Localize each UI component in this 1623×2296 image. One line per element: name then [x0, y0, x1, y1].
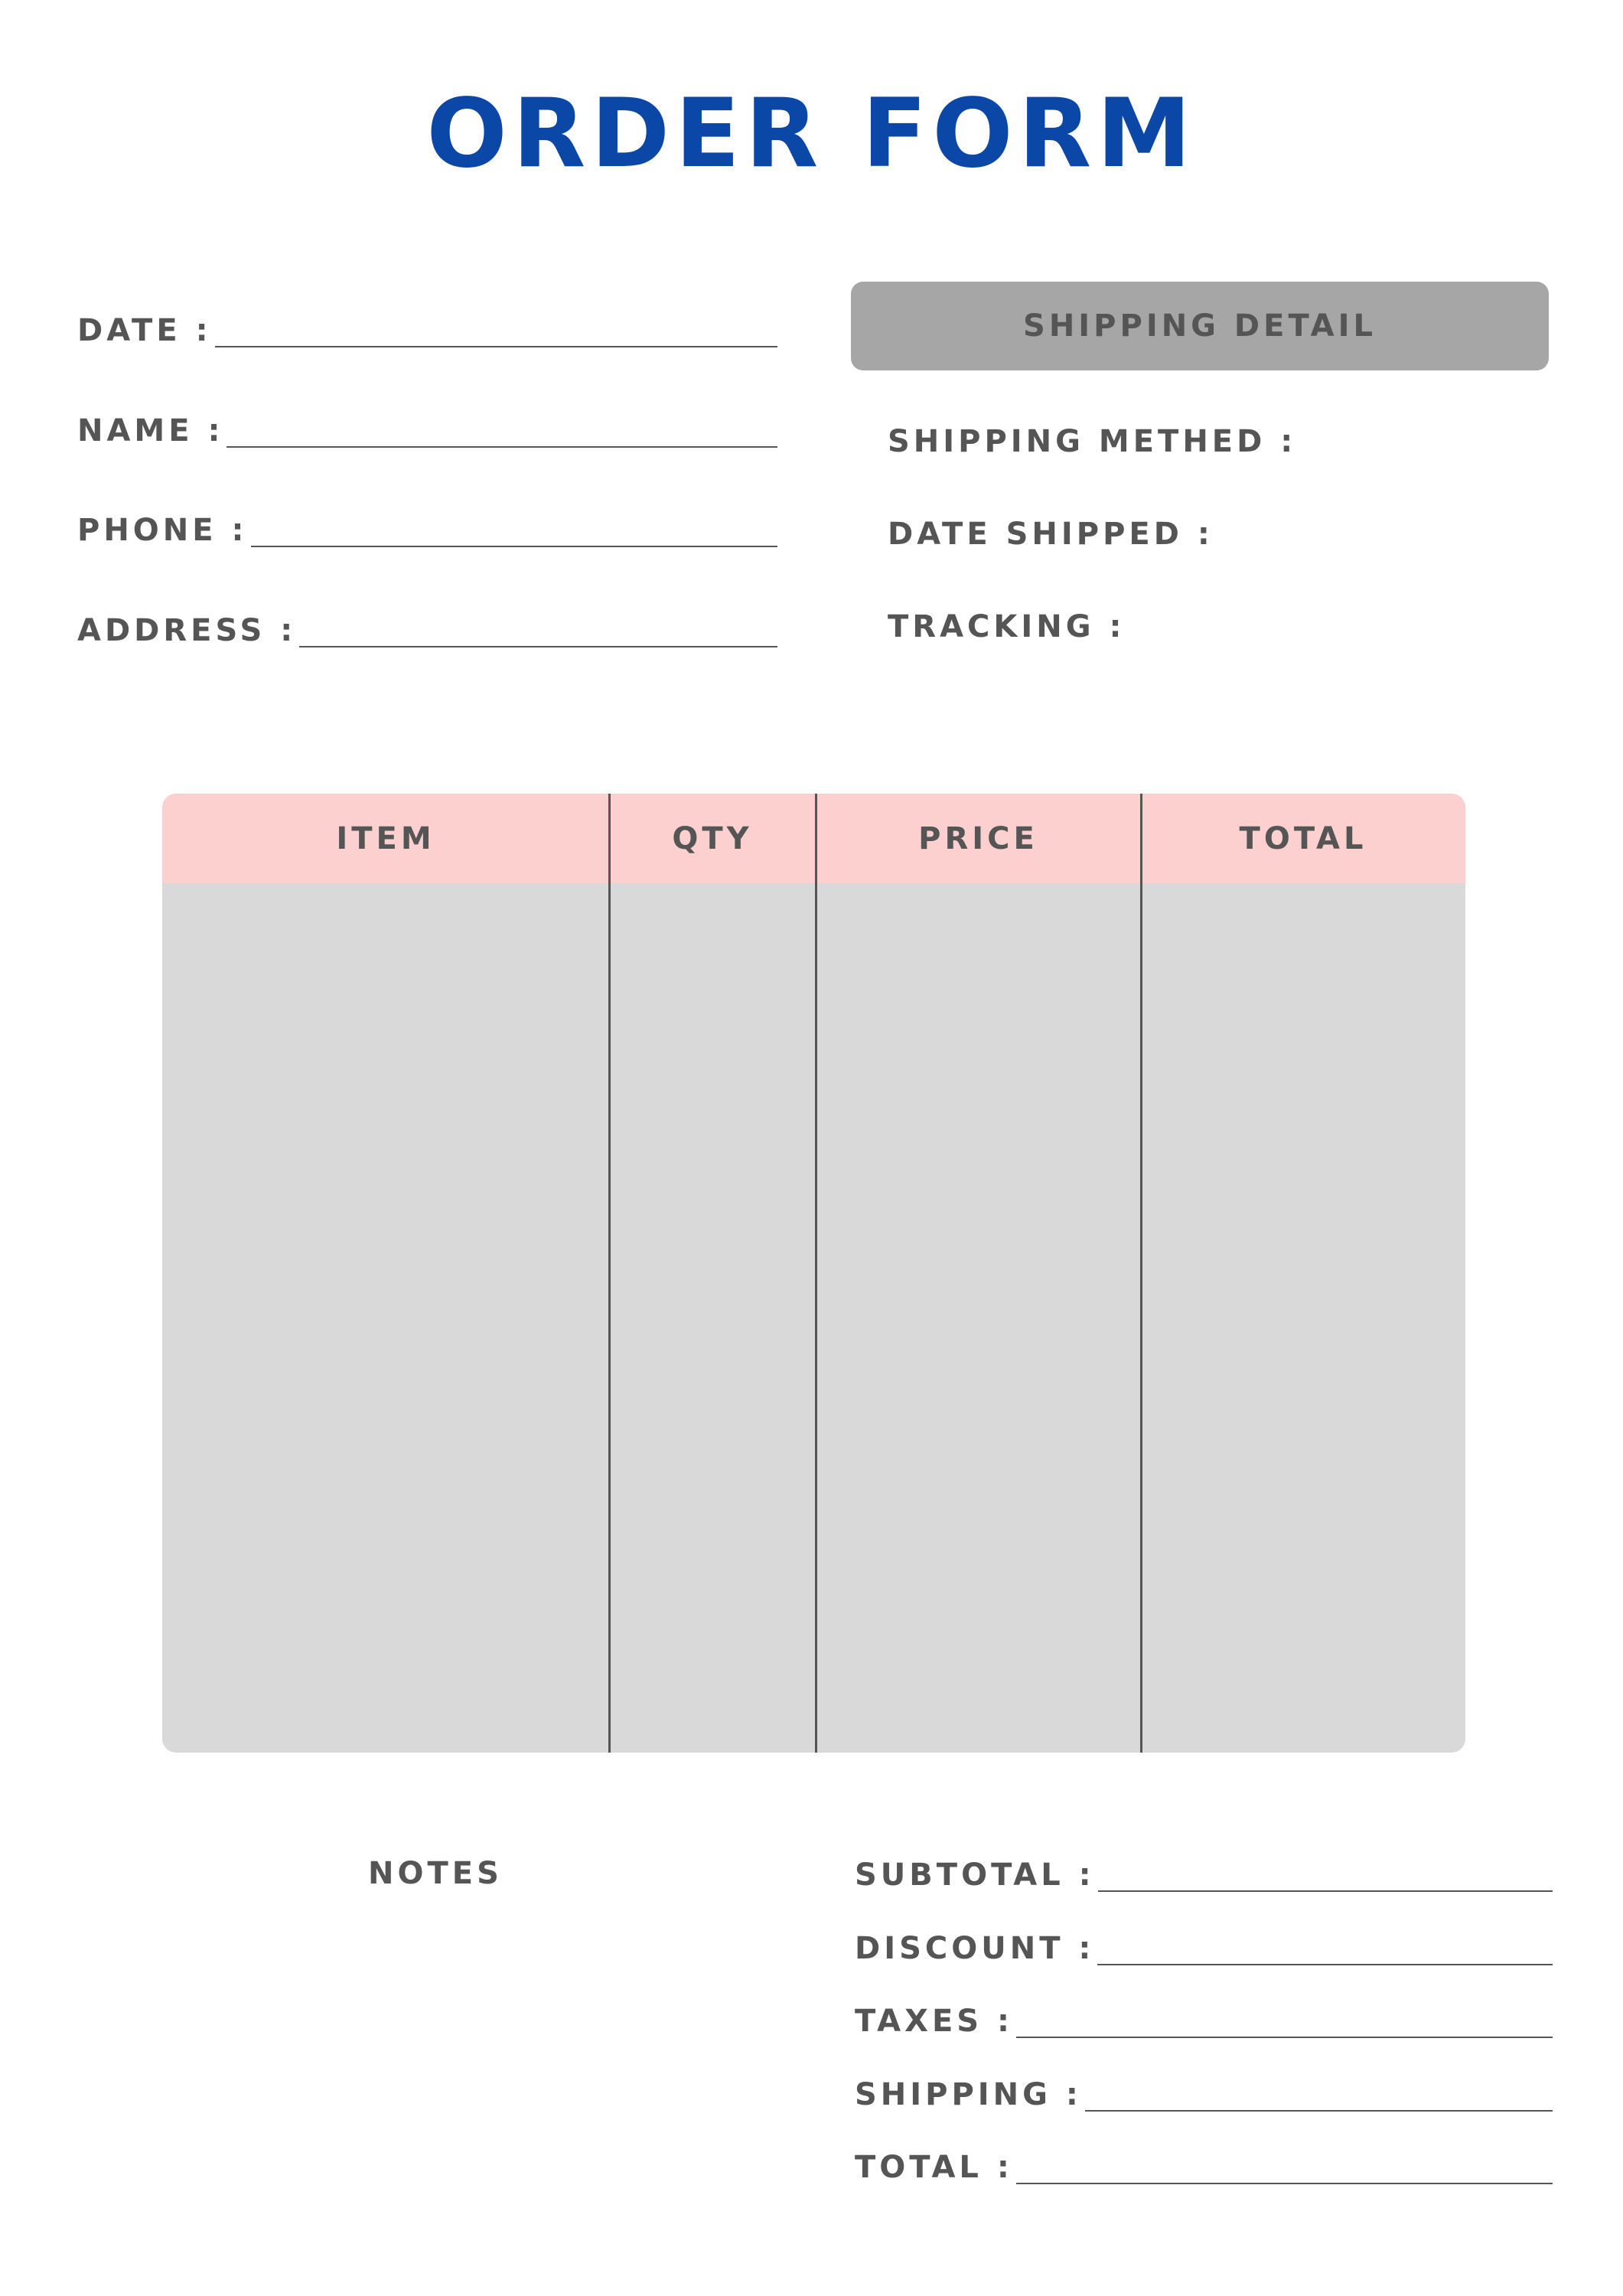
- shipping-cost-input-line[interactable]: [1085, 2110, 1553, 2112]
- column-header-total: TOTAL: [1239, 820, 1367, 856]
- shipping-method-label: SHIPPING METHED :: [888, 424, 1297, 459]
- total-input-line[interactable]: [1016, 2183, 1553, 2184]
- date-label: DATE :: [77, 313, 212, 348]
- order-items-table[interactable]: [162, 794, 1465, 1753]
- column-divider: [815, 794, 817, 1753]
- column-header-item: ITEM: [336, 820, 435, 856]
- column-divider: [608, 794, 611, 1753]
- taxes-field[interactable]: [855, 1994, 1553, 2040]
- taxes-label: TAXES :: [855, 2004, 1014, 2039]
- phone-input-line[interactable]: [251, 546, 777, 547]
- taxes-input-line[interactable]: [1016, 2037, 1553, 2038]
- column-header-qty: QTY: [672, 820, 753, 856]
- name-label: NAME :: [77, 413, 224, 448]
- shipping-detail-header: [851, 282, 1549, 370]
- total-label: TOTAL :: [855, 2150, 1013, 2185]
- date-input-line[interactable]: [215, 346, 777, 347]
- total-field[interactable]: [855, 2140, 1553, 2186]
- discount-field[interactable]: [855, 1921, 1553, 1967]
- name-field[interactable]: [77, 403, 777, 449]
- page-title: ORDER FORM: [426, 79, 1197, 189]
- shipping-cost-field[interactable]: [855, 2067, 1553, 2113]
- subtotal-label: SUBTOTAL :: [855, 1857, 1095, 1893]
- address-field[interactable]: [77, 603, 777, 649]
- phone-field[interactable]: [77, 503, 777, 549]
- address-label: ADDRESS :: [77, 613, 297, 648]
- tracking-label: TRACKING :: [888, 609, 1126, 644]
- notes-label: NOTES: [368, 1856, 503, 1891]
- date-shipped-label: DATE SHIPPED :: [888, 517, 1214, 552]
- discount-input-line[interactable]: [1097, 1964, 1553, 1965]
- subtotal-input-line[interactable]: [1098, 1890, 1553, 1892]
- shipping-cost-label: SHIPPING :: [855, 2077, 1082, 2112]
- address-input-line[interactable]: [299, 646, 777, 647]
- phone-label: PHONE :: [77, 513, 248, 548]
- subtotal-field[interactable]: [855, 1848, 1553, 1893]
- date-field[interactable]: [77, 303, 777, 349]
- discount-label: DISCOUNT :: [855, 1931, 1095, 1966]
- column-header-price: PRICE: [918, 820, 1038, 856]
- name-input-line[interactable]: [227, 446, 777, 448]
- column-divider: [1140, 794, 1142, 1753]
- shipping-detail-title: SHIPPING DETAIL: [1023, 308, 1377, 344]
